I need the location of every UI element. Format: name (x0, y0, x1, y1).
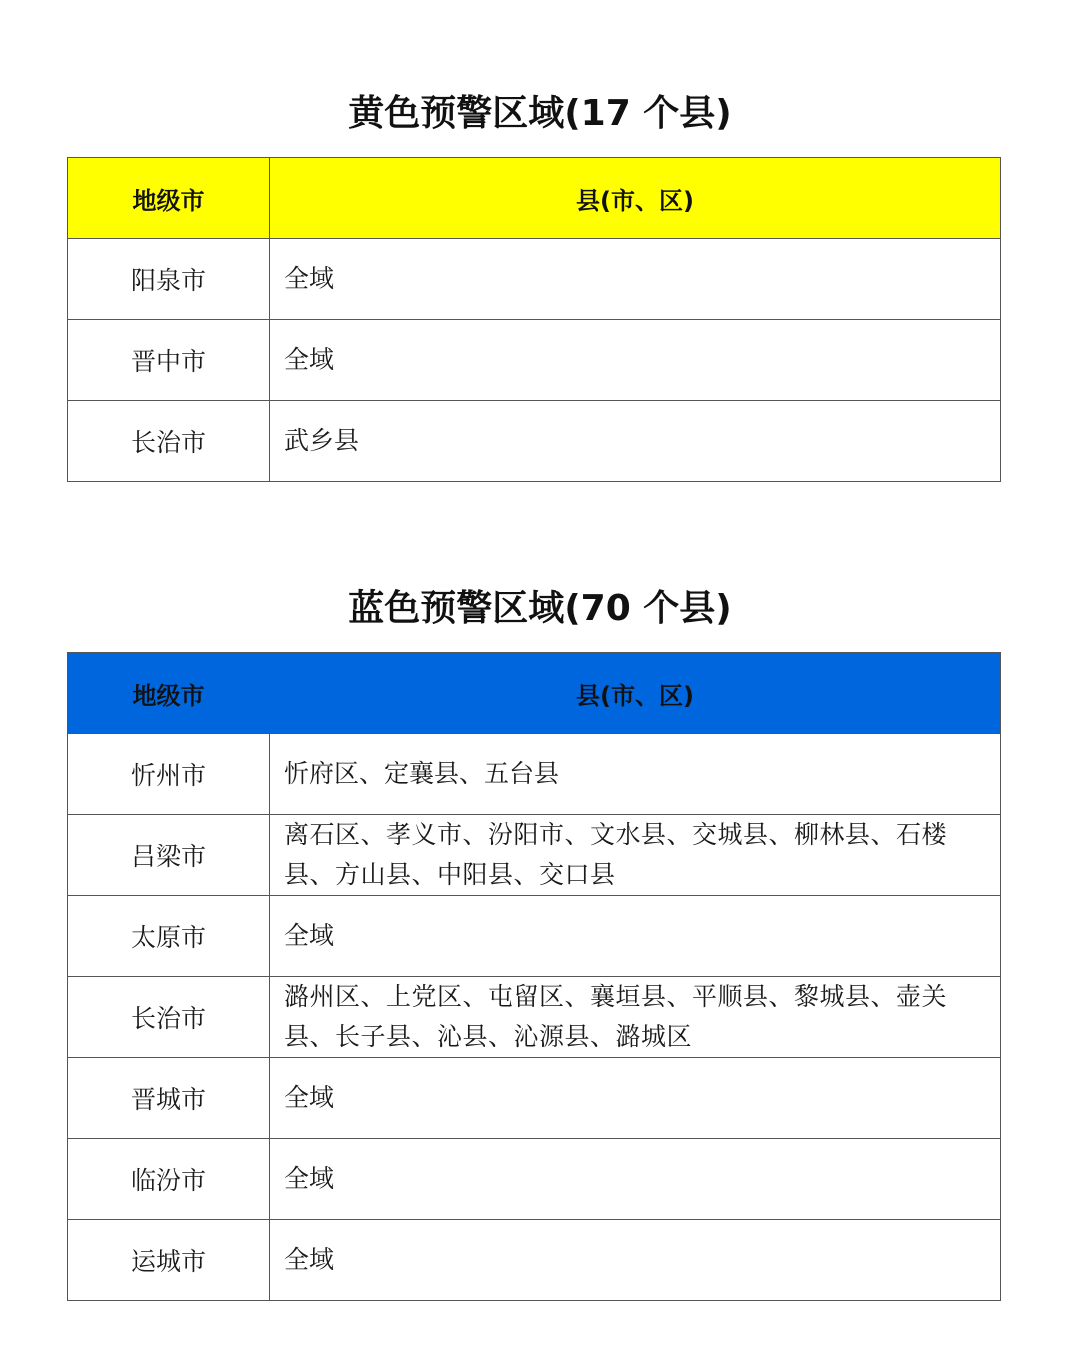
table-row (68, 896, 1001, 977)
table-row (68, 734, 1001, 815)
table-row (68, 1220, 1001, 1301)
table-header-row (68, 653, 1001, 734)
counties-cell: 潞州区、上党区、屯留区、襄垣县、平顺县、黎城县、壶关县、长子县、沁县、沁源县、潞城区 (270, 977, 1001, 1058)
city-cell: 晋城市 (68, 1058, 270, 1139)
yellow-warning-table (67, 157, 1001, 482)
counties-cell: 忻府区、定襄县、五台县 (270, 734, 1001, 815)
city-cell: 太原市 (68, 896, 270, 977)
counties-cell: 全域 (270, 1220, 1001, 1301)
table-row (68, 815, 1001, 896)
table-row (68, 401, 1001, 482)
city-cell: 吕梁市 (68, 815, 270, 896)
table-row (68, 1139, 1001, 1220)
blue-warning-table (67, 652, 1001, 1301)
city-cell: 晋中市 (68, 320, 270, 401)
counties-cell: 全域 (270, 1139, 1001, 1220)
city-cell: 长治市 (68, 977, 270, 1058)
table-header-row (68, 158, 1001, 239)
city-cell: 运城市 (68, 1220, 270, 1301)
header-county: 县(市、区) (270, 653, 1001, 734)
city-cell: 阳泉市 (68, 239, 270, 320)
counties-cell: 全域 (270, 320, 1001, 401)
table-row (68, 239, 1001, 320)
table-row (68, 977, 1001, 1058)
city-cell: 临汾市 (68, 1139, 270, 1220)
city-cell: 长治市 (68, 401, 270, 482)
table-row (68, 320, 1001, 401)
city-cell: 忻州市 (68, 734, 270, 815)
blue-warning-title: 蓝色预警区域(70 个县) (348, 588, 732, 629)
counties-cell: 全域 (270, 896, 1001, 977)
header-county: 县(市、区) (270, 158, 1001, 239)
table-row (68, 1058, 1001, 1139)
header-city: 地级市 (68, 653, 270, 734)
counties-cell: 武乡县 (270, 401, 1001, 482)
counties-cell: 全域 (270, 1058, 1001, 1139)
header-city: 地级市 (68, 158, 270, 239)
counties-cell: 离石区、孝义市、汾阳市、文水县、交城县、柳林县、石楼县、方山县、中阳县、交口县 (270, 815, 1001, 896)
counties-cell: 全域 (270, 239, 1001, 320)
yellow-warning-title: 黄色预警区域(17 个县) (348, 93, 732, 134)
